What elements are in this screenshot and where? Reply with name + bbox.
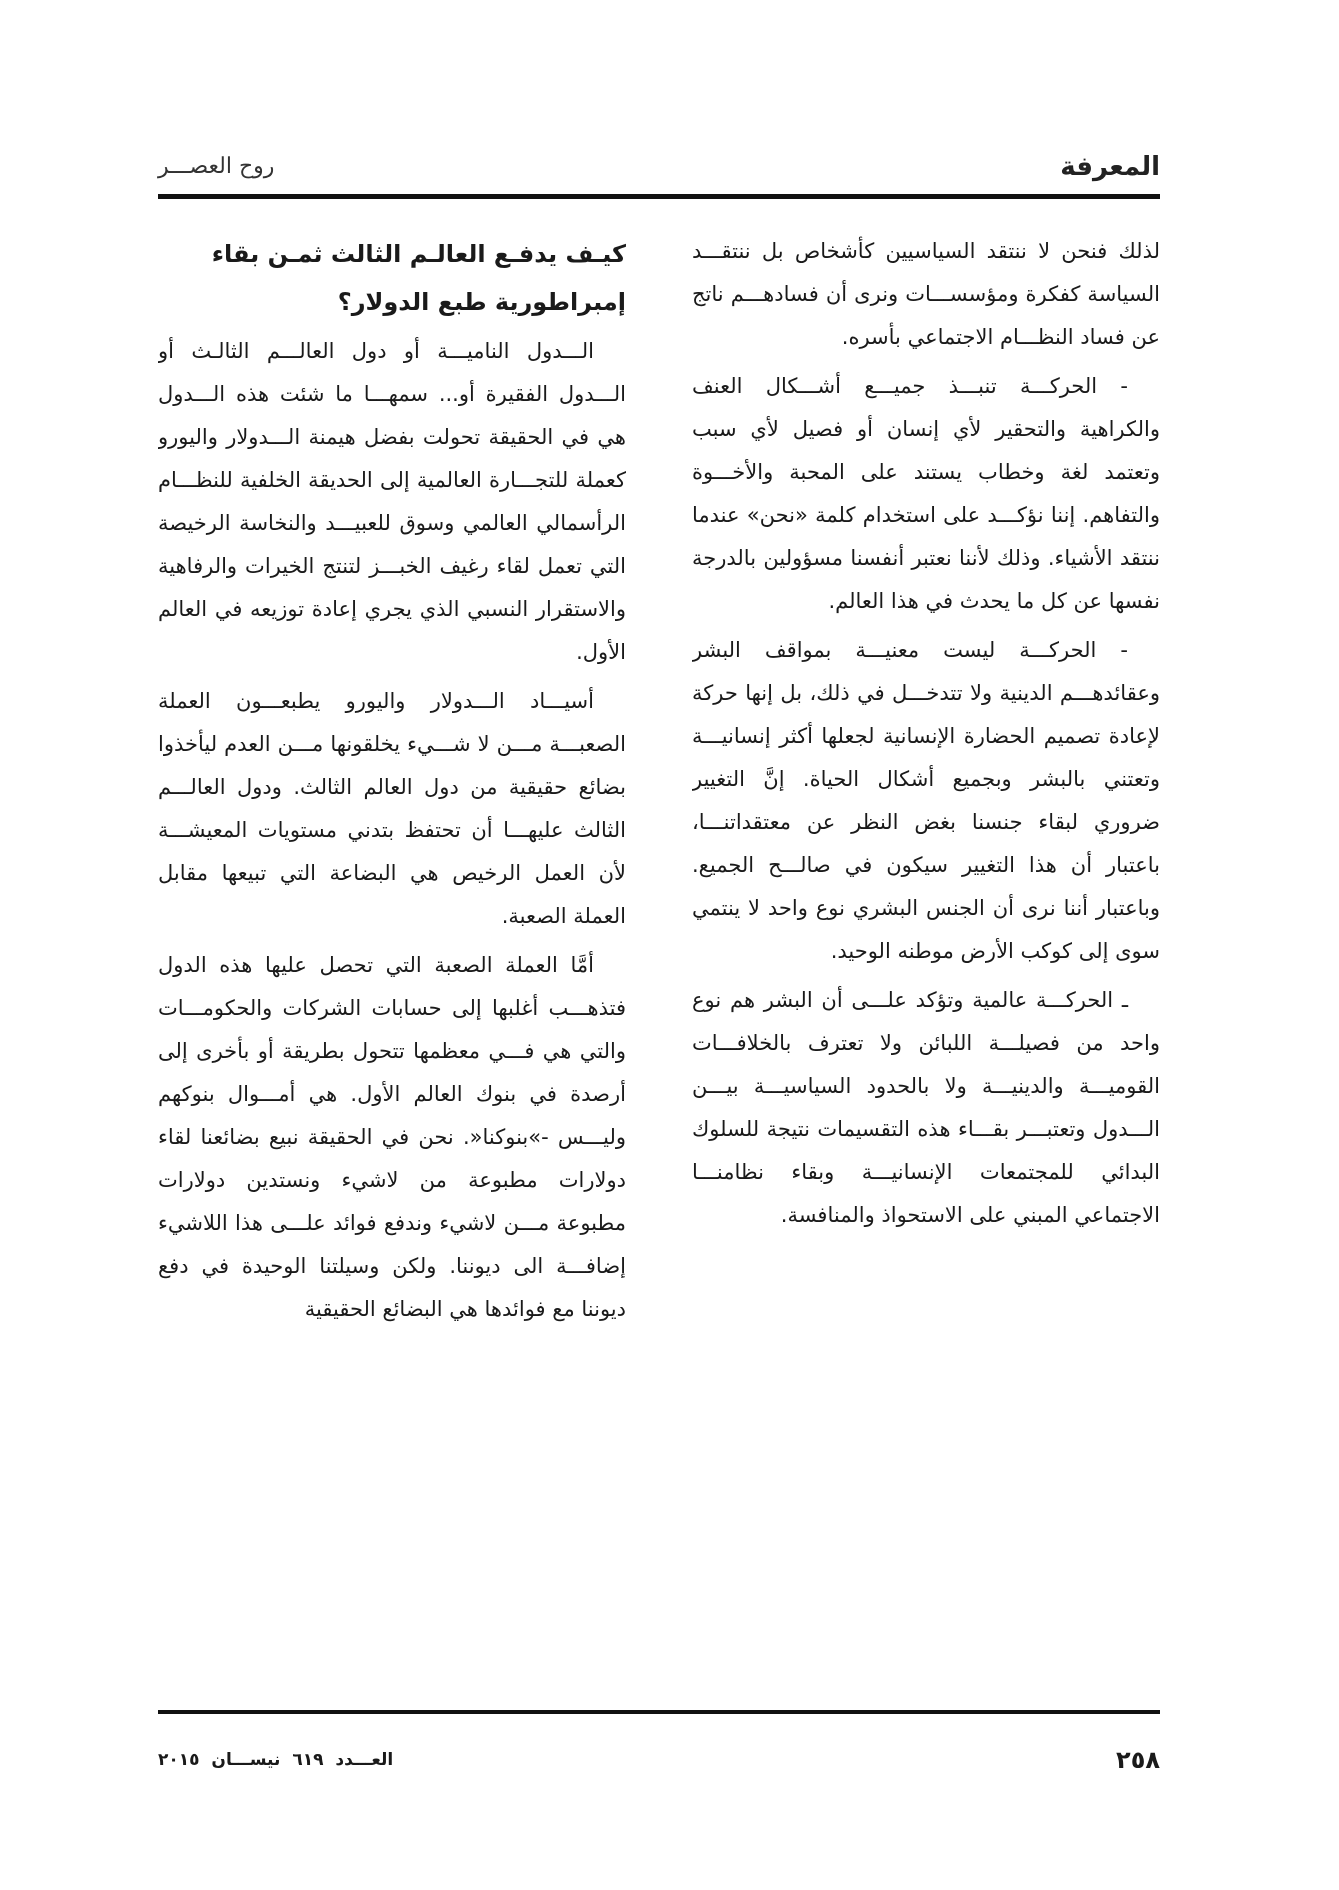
right-column xyxy=(692,230,1160,1700)
footer-rule xyxy=(158,1710,1160,1714)
section-name: روح العصـــر xyxy=(158,154,275,179)
article-title: كيـف يدفـع العالـم الثالث ثمـن بقاء إمبراطورية طبع الدولار؟ xyxy=(211,240,626,316)
page-number: ٢٥٨ xyxy=(1116,1746,1160,1774)
paragraph: - الحركـــة ليست معنيـــة بمواقف البشر وعقائدهـــم الدينية ولا تتدخـــل في ذلك، بل إنها حركة لإعادة تصميم الحضارة الإنسانية لجعلها أكثر إنسانيـــة وتعتني بالبشر وبجميع أشكال الحياة. إنَّ التغيير ضروري لبقاء جنسنا بغض النظر عن معتقداتنـــا، باعتبار أن هذا التغيير سيكون في صالـــح الجميع. وباعتبار أننا نرى أن الجنس البشري نوع واحد لا ينتمي سوى إلى كوكب الأرض موطنه الوحيد. xyxy=(692,638,1160,963)
paragraph: لذلك فنحن لا ننتقد السياسيين كأشخاص بل ننتقـــد السياسة كفكرة ومؤسســـات ونرى أن فسادهـــم ناتج عن فساد النظـــام الاجتماعي بأسره. xyxy=(692,239,1160,349)
page-header xyxy=(158,148,1160,192)
left-column xyxy=(158,230,626,1700)
paragraph: الـــدول الناميـــة أو دول العالـــم الثالـث أو الـــدول الفقيرة أو... سمهـــا ما شئت هذه الـــدول هي في الحقيقة تحولت بفضل هيمنة الـــدولار واليورو كعملة للتجـــارة العالمية إلى الحديقة الخلفية للنظـــام الرأسمالي العالمي وسوق للعبيـــد والنخاسة الرخيصة التي تعمل لقاء رغيف الخبـــز لتنتج الخيرات والرفاهية والاستقرار النسبي الذي يجري إعادة توزيعه في العالم الأول. xyxy=(158,339,626,664)
page-footer xyxy=(158,1746,1160,1786)
paragraph: - الحركـــة تنبـــذ جميـــع أشـــكال العنف والكراهية والتحقير لأي إنسان أو فصيل لأي سبب وتعتمد لغة وخطاب يستند على المحبة والأخـــوة والتفاهم. إننا نؤكـــد على استخدام كلمة «نحن» عندما ننتقد الأشياء. وذلك لأننا نعتبر أنفسنا مسؤولين بالدرجة نفسها عن كل ما يحدث في هذا العالم. xyxy=(692,374,1160,613)
issue-info: العـــدد ٦١٩ نيســـان ٢٠١٥ xyxy=(158,1750,394,1770)
paragraph: أسيـــاد الـــدولار واليورو يطبعـــون العملة الصعبـــة مـــن لا شـــيء يخلقونها مـــن العدم ليأخذوا بضائع حقيقية من دول العالم الثالث. ودول العالـــم الثالث عليهـــا أن تحتفظ بتدني مستويات المعيشـــة لأن العمل الرخيص هي البضاعة التي تبيعها مقابل العملة الصعبة. xyxy=(158,689,626,928)
paragraph: ـ الحركـــة عالمية وتؤكد علـــى أن البشر هم نوع واحد من فصيلـــة اللبائن ولا تعترف بالخلافـــات القوميـــة والدينيـــة ولا بالحدود السياسيـــة بيـــن الـــدول وتعتبـــر بقـــاء هذه التقسيمات نتيجة للسلوك البدائي للمجتمعات الإنسانيـــة وبقاء نظامنـــا الاجتماعي المبني على الاستحواذ والمنافسة. xyxy=(692,988,1160,1227)
paragraph: أمَّا العملة الصعبة التي تحصل عليها هذه الدول فتذهـــب أغلبها إلى حسابات الشركات والحكومـــات والتي هي فـــي معظمها تتحول بطريقة أو بأخرى إلى أرصدة في بنوك العالم الأول. هي أمـــوال بنوكهم وليـــس -»بنوكنا«. نحن في الحقيقة نبيع بضائعنا لقاء دولارات مطبوعة من لاشيء ونستدين دولارات مطبوعة مـــن لاشيء وندفع فوائد علـــى هذا اللاشيء إضافـــة الى ديوننا. ولكن وسيلتنا الوحيدة في دفع ديوننا مع فوائدها هي البضائع الحقيقية xyxy=(158,953,626,1321)
magazine-logo: المعرفة xyxy=(1060,152,1160,182)
header-rule xyxy=(158,194,1160,199)
